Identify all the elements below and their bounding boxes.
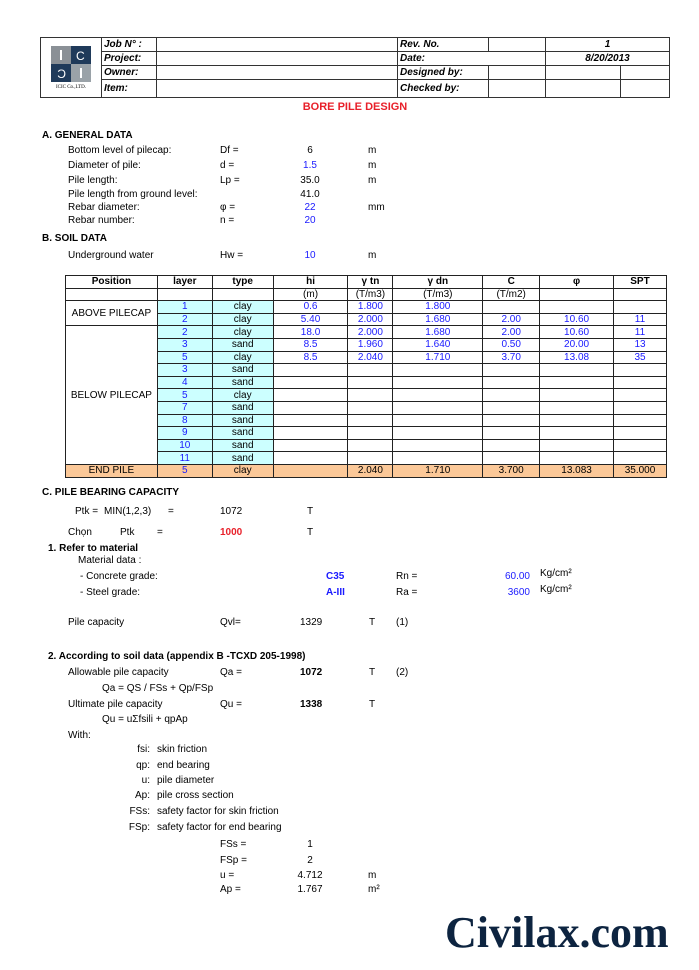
rn-symbol: Rn = bbox=[396, 571, 418, 582]
value-cell[interactable] bbox=[393, 414, 483, 427]
value-cell[interactable] bbox=[393, 401, 483, 414]
general-label: Pile length: bbox=[68, 175, 118, 186]
layer-cell[interactable]: 9 bbox=[157, 427, 212, 440]
general-symbol: φ = bbox=[220, 202, 236, 213]
designed-label: Designed by: bbox=[398, 66, 489, 80]
value-cell[interactable] bbox=[393, 364, 483, 377]
value-cell[interactable]: 8.5 bbox=[273, 338, 348, 351]
general-symbol: d = bbox=[220, 160, 235, 171]
layer-cell[interactable]: 11 bbox=[157, 452, 212, 465]
position-end-pile: END PILE bbox=[66, 464, 158, 477]
value-cell[interactable]: 1.800 bbox=[348, 301, 393, 314]
concrete-label: - Concrete grade: bbox=[80, 571, 158, 582]
layer-cell[interactable]: 8 bbox=[157, 414, 212, 427]
checked-label: Checked by: bbox=[398, 80, 489, 98]
owner-label: Owner: bbox=[102, 66, 157, 80]
value-cell[interactable]: 35 bbox=[614, 351, 667, 364]
equals: = bbox=[168, 506, 174, 517]
unit-header: (T/m2) bbox=[483, 288, 540, 301]
value-cell[interactable] bbox=[483, 376, 540, 389]
value-cell[interactable]: 1.680 bbox=[393, 326, 483, 339]
designed-value[interactable] bbox=[489, 66, 546, 80]
checked-value[interactable] bbox=[489, 80, 546, 98]
rn-unit: Kg/cm² bbox=[540, 568, 572, 579]
value-cell[interactable]: 1.800 bbox=[393, 301, 483, 314]
definition-text: pile diameter bbox=[157, 775, 215, 786]
general-label: Bottom level of pilecap: bbox=[68, 145, 172, 156]
factor-symbol: FSs = bbox=[220, 839, 247, 850]
value-cell[interactable]: 1.960 bbox=[348, 338, 393, 351]
ptk-value: 1072 bbox=[220, 506, 243, 517]
value-cell[interactable]: 2.00 bbox=[483, 326, 540, 339]
qa-symbol: Qa = bbox=[220, 667, 242, 678]
end-pile-cell bbox=[273, 464, 348, 477]
equals: = bbox=[157, 527, 163, 538]
designed-cell bbox=[546, 66, 621, 80]
value-cell[interactable]: 2.00 bbox=[483, 313, 540, 326]
general-unit: m bbox=[368, 145, 377, 156]
value-cell[interactable]: 1.640 bbox=[393, 338, 483, 351]
ra-value: 3600 bbox=[507, 587, 530, 598]
value-cell[interactable] bbox=[348, 439, 393, 452]
value-cell[interactable] bbox=[614, 389, 667, 402]
value-cell[interactable] bbox=[348, 389, 393, 402]
value-cell[interactable] bbox=[614, 414, 667, 427]
layer-cell[interactable]: 2 bbox=[157, 326, 212, 339]
factor-value: 2 bbox=[307, 855, 313, 866]
owner-value[interactable] bbox=[157, 66, 398, 80]
rev-label: Rev. No. bbox=[398, 38, 489, 52]
unit-header bbox=[212, 288, 273, 301]
soil-capacity-heading: 2. According to soil data (appendix B -TCXD 205-1998) bbox=[48, 651, 306, 662]
value-cell[interactable] bbox=[348, 452, 393, 465]
value-cell[interactable]: 11 bbox=[614, 326, 667, 339]
general-label: Pile length from ground level: bbox=[68, 189, 198, 200]
type-cell[interactable]: sand bbox=[212, 401, 273, 414]
factor-symbol: Ap = bbox=[220, 884, 241, 895]
value-cell[interactable] bbox=[540, 439, 614, 452]
value-cell[interactable] bbox=[483, 364, 540, 377]
definition-symbol: fsi: bbox=[137, 744, 150, 755]
pile-capacity-label: Pile capacity bbox=[68, 617, 125, 628]
value-cell[interactable] bbox=[273, 364, 348, 377]
end-pile-cell: 2.040 bbox=[348, 464, 393, 477]
type-cell[interactable]: clay bbox=[212, 313, 273, 326]
header-table bbox=[40, 37, 670, 98]
general-symbol: Df = bbox=[220, 145, 239, 156]
position-above: ABOVE PILECAP bbox=[66, 301, 158, 326]
type-cell[interactable]: clay bbox=[212, 301, 273, 314]
type-cell[interactable]: clay bbox=[212, 351, 273, 364]
unit-t: T bbox=[307, 527, 314, 538]
value-cell[interactable]: 1.710 bbox=[393, 351, 483, 364]
date-label: Date: bbox=[398, 52, 546, 66]
type-cell[interactable]: clay bbox=[212, 326, 273, 339]
qa-value: 1072 bbox=[300, 667, 323, 678]
value-cell[interactable] bbox=[273, 427, 348, 440]
column-header: SPT bbox=[614, 276, 667, 289]
value-cell[interactable] bbox=[348, 427, 393, 440]
general-unit: m bbox=[368, 175, 377, 186]
project-value[interactable] bbox=[157, 52, 398, 66]
table-row bbox=[66, 326, 667, 339]
qvl-symbol: Qvl= bbox=[220, 617, 241, 628]
value-cell[interactable]: 10.60 bbox=[540, 313, 614, 326]
value-cell[interactable]: 13.08 bbox=[540, 351, 614, 364]
checked-cell-2 bbox=[621, 80, 670, 98]
value-cell[interactable] bbox=[273, 414, 348, 427]
value-cell[interactable] bbox=[273, 401, 348, 414]
general-label: Diameter of pile: bbox=[68, 160, 141, 171]
value-cell[interactable] bbox=[483, 452, 540, 465]
rev-value[interactable]: 1 bbox=[546, 38, 670, 52]
general-unit: m bbox=[368, 160, 377, 171]
value-cell[interactable] bbox=[273, 389, 348, 402]
column-header: hi bbox=[273, 276, 348, 289]
value-cell[interactable] bbox=[483, 301, 540, 314]
ra-symbol: Ra = bbox=[396, 587, 418, 598]
water-symbol: Hw = bbox=[220, 250, 244, 261]
factor-value: 4.712 bbox=[297, 870, 323, 881]
general-value[interactable]: 35.0 bbox=[300, 175, 320, 186]
definition-text: skin friction bbox=[157, 744, 208, 755]
designed-cell-2 bbox=[621, 66, 670, 80]
job-value[interactable] bbox=[157, 38, 398, 52]
unit-header bbox=[157, 288, 212, 301]
value-cell[interactable] bbox=[348, 376, 393, 389]
end-pile-cell: 1.710 bbox=[393, 464, 483, 477]
general-heading: A. GENERAL DATA bbox=[42, 130, 133, 141]
unit-header bbox=[66, 288, 158, 301]
ptk-symbol: Ptk = bbox=[75, 506, 99, 517]
column-header: type bbox=[212, 276, 273, 289]
water-value[interactable]: 10 bbox=[304, 250, 316, 261]
value-cell[interactable] bbox=[273, 439, 348, 452]
unit-header bbox=[540, 288, 614, 301]
reference-2: (2) bbox=[396, 667, 409, 678]
value-cell[interactable] bbox=[348, 414, 393, 427]
value-cell[interactable]: 2.000 bbox=[348, 313, 393, 326]
svg-text:C: C bbox=[76, 48, 85, 63]
type-cell[interactable]: sand bbox=[212, 439, 273, 452]
general-value[interactable]: 6 bbox=[307, 145, 313, 156]
end-pile-cell: clay bbox=[212, 464, 273, 477]
value-cell[interactable] bbox=[540, 389, 614, 402]
value-cell[interactable]: 0.6 bbox=[273, 301, 348, 314]
type-cell[interactable]: sand bbox=[212, 427, 273, 440]
value-cell[interactable] bbox=[540, 376, 614, 389]
value-cell[interactable] bbox=[273, 376, 348, 389]
definition-text: safety factor for skin friction bbox=[157, 806, 279, 817]
type-cell[interactable]: sand bbox=[212, 452, 273, 465]
factor-value: 1.767 bbox=[297, 884, 323, 895]
value-cell[interactable] bbox=[393, 427, 483, 440]
unit-t: T bbox=[369, 667, 376, 678]
general-value[interactable]: 1.5 bbox=[303, 160, 317, 171]
checked-cell bbox=[546, 80, 621, 98]
table-row bbox=[66, 464, 667, 477]
value-cell[interactable]: 18.0 bbox=[273, 326, 348, 339]
item-label: Item: bbox=[102, 80, 157, 98]
value-cell[interactable]: 10.60 bbox=[540, 326, 614, 339]
unit-header: (T/m3) bbox=[393, 288, 483, 301]
material-data-label: Material data : bbox=[78, 555, 142, 566]
company-logo bbox=[41, 38, 102, 98]
value-cell[interactable] bbox=[483, 401, 540, 414]
general-value[interactable]: 41.0 bbox=[300, 189, 320, 200]
definition-text: end bearing bbox=[157, 760, 210, 771]
factor-value: 1 bbox=[307, 839, 313, 850]
column-header: C bbox=[483, 276, 540, 289]
value-cell[interactable] bbox=[348, 401, 393, 414]
civilax-watermark: Civilax.com bbox=[445, 908, 669, 957]
unit-t: T bbox=[307, 506, 314, 517]
qu-formula: Qu = uΣfsili + qpAp bbox=[102, 714, 188, 725]
value-cell[interactable] bbox=[614, 376, 667, 389]
table-row bbox=[66, 301, 667, 314]
value-cell[interactable] bbox=[614, 401, 667, 414]
value-cell[interactable] bbox=[483, 439, 540, 452]
qu-symbol: Qu = bbox=[220, 699, 242, 710]
value-cell[interactable]: 2.000 bbox=[348, 326, 393, 339]
soil-heading: B. SOIL DATA bbox=[42, 233, 107, 244]
layer-cell[interactable]: 10 bbox=[157, 439, 212, 452]
value-cell[interactable]: 0.50 bbox=[483, 338, 540, 351]
value-cell[interactable] bbox=[540, 427, 614, 440]
water-unit: m bbox=[368, 250, 377, 261]
general-label: Rebar diameter: bbox=[68, 202, 140, 213]
value-cell[interactable]: 8.5 bbox=[273, 351, 348, 364]
definition-symbol: u: bbox=[141, 775, 150, 786]
soil-table bbox=[65, 275, 667, 478]
type-cell[interactable]: sand bbox=[212, 414, 273, 427]
layer-cell[interactable]: 5 bbox=[157, 351, 212, 364]
value-cell[interactable] bbox=[614, 439, 667, 452]
end-pile-cell: 3.700 bbox=[483, 464, 540, 477]
ra-unit: Kg/cm² bbox=[540, 584, 572, 595]
table-row bbox=[66, 276, 667, 289]
general-symbol: n = bbox=[220, 215, 235, 226]
general-value[interactable]: 20 bbox=[304, 215, 316, 226]
value-cell[interactable]: 3.70 bbox=[483, 351, 540, 364]
definition-symbol: Ap: bbox=[134, 790, 150, 801]
date-value[interactable]: 8/20/2013 bbox=[546, 52, 670, 66]
rev-extra[interactable] bbox=[489, 38, 546, 52]
ptk-expression: MIN(1,2,3) bbox=[104, 506, 152, 517]
steel-value: A-III bbox=[326, 587, 345, 598]
value-cell[interactable] bbox=[540, 401, 614, 414]
chon-value: 1000 bbox=[220, 527, 243, 538]
general-value[interactable]: 22 bbox=[304, 202, 316, 213]
value-cell[interactable]: 13 bbox=[614, 338, 667, 351]
rn-value: 60.00 bbox=[504, 571, 530, 582]
type-cell[interactable]: clay bbox=[212, 389, 273, 402]
water-label: Underground water bbox=[68, 250, 154, 261]
allowable-label: Allowable pile capacity bbox=[68, 667, 169, 678]
value-cell[interactable] bbox=[540, 452, 614, 465]
company-name: ICIC Co.,LTD. bbox=[55, 84, 87, 90]
value-cell[interactable] bbox=[540, 414, 614, 427]
qvl-value: 1329 bbox=[300, 617, 323, 628]
icic-logo-icon bbox=[51, 46, 91, 82]
definition-symbol: FSs: bbox=[129, 806, 150, 817]
svg-text:C: C bbox=[57, 66, 66, 81]
end-pile-cell: 35.000 bbox=[614, 464, 667, 477]
project-label: Project: bbox=[102, 52, 157, 66]
value-cell[interactable]: 2.040 bbox=[348, 351, 393, 364]
value-cell[interactable] bbox=[614, 301, 667, 314]
column-header: φ bbox=[540, 276, 614, 289]
value-cell[interactable] bbox=[273, 452, 348, 465]
page-title: BORE PILE DESIGN bbox=[302, 101, 408, 113]
value-cell[interactable]: 1.680 bbox=[393, 313, 483, 326]
layer-cell[interactable]: 4 bbox=[157, 376, 212, 389]
column-header: γ dn bbox=[393, 276, 483, 289]
layer-cell[interactable]: 3 bbox=[157, 338, 212, 351]
end-pile-cell: 13.083 bbox=[540, 464, 614, 477]
item-value[interactable] bbox=[157, 80, 398, 98]
value-cell[interactable] bbox=[348, 364, 393, 377]
layer-cell[interactable]: 7 bbox=[157, 401, 212, 414]
value-cell[interactable] bbox=[614, 364, 667, 377]
factor-symbol: u = bbox=[220, 870, 235, 881]
factor-symbol: FSp = bbox=[220, 855, 247, 866]
general-symbol: Lp = bbox=[220, 175, 240, 186]
table-row bbox=[66, 288, 667, 301]
general-unit: mm bbox=[368, 202, 385, 213]
concrete-value: C35 bbox=[326, 571, 345, 582]
value-cell[interactable] bbox=[614, 427, 667, 440]
value-cell[interactable] bbox=[483, 414, 540, 427]
unit-t: T bbox=[369, 617, 376, 628]
value-cell[interactable]: 11 bbox=[614, 313, 667, 326]
job-label: Job N° : bbox=[102, 38, 157, 52]
factor-unit: m bbox=[368, 870, 377, 881]
qu-value: 1338 bbox=[300, 699, 323, 710]
layer-cell[interactable]: 1 bbox=[157, 301, 212, 314]
end-pile-cell: 5 bbox=[157, 464, 212, 477]
value-cell[interactable]: 20.00 bbox=[540, 338, 614, 351]
type-cell[interactable]: sand bbox=[212, 376, 273, 389]
value-cell[interactable] bbox=[393, 389, 483, 402]
value-cell[interactable] bbox=[483, 389, 540, 402]
unit-t: T bbox=[369, 699, 376, 710]
definition-text: pile cross section bbox=[157, 790, 234, 801]
value-cell[interactable] bbox=[614, 452, 667, 465]
value-cell[interactable] bbox=[540, 364, 614, 377]
factor-unit: m² bbox=[368, 884, 380, 895]
value-cell[interactable] bbox=[393, 439, 483, 452]
unit-header: (m) bbox=[273, 288, 348, 301]
definition-symbol: FSp: bbox=[128, 822, 150, 833]
general-label: Rebar number: bbox=[68, 215, 135, 226]
definition-text: safety factor for end bearing bbox=[157, 822, 282, 833]
value-cell[interactable]: 5.40 bbox=[273, 313, 348, 326]
value-cell[interactable] bbox=[483, 427, 540, 440]
value-cell[interactable] bbox=[393, 452, 483, 465]
steel-label: - Steel grade: bbox=[80, 587, 141, 598]
unit-header bbox=[614, 288, 667, 301]
material-heading: 1. Refer to material bbox=[48, 543, 139, 554]
value-cell[interactable] bbox=[540, 301, 614, 314]
with-label: With: bbox=[68, 730, 91, 741]
type-cell[interactable]: sand bbox=[212, 338, 273, 351]
capacity-heading: C. PILE BEARING CAPACITY bbox=[42, 487, 180, 498]
reference-1: (1) bbox=[396, 617, 409, 628]
chon-symbol: Ptk bbox=[120, 527, 135, 538]
column-header: Position bbox=[66, 276, 158, 289]
column-header: layer bbox=[157, 276, 212, 289]
value-cell[interactable] bbox=[393, 376, 483, 389]
unit-header: (T/m3) bbox=[348, 288, 393, 301]
layer-cell[interactable]: 5 bbox=[157, 389, 212, 402]
chon-label: Chọn bbox=[68, 527, 92, 538]
layer-cell[interactable]: 3 bbox=[157, 364, 212, 377]
ultimate-label: Ultimate pile capacity bbox=[68, 699, 163, 710]
type-cell[interactable]: sand bbox=[212, 364, 273, 377]
column-header: γ tn bbox=[348, 276, 393, 289]
qa-formula: Qa = QS / FSs + Qp/FSp bbox=[102, 683, 214, 694]
position-below: BELOW PILECAP bbox=[66, 326, 158, 465]
definition-symbol: qp: bbox=[136, 760, 150, 771]
layer-cell[interactable]: 2 bbox=[157, 313, 212, 326]
